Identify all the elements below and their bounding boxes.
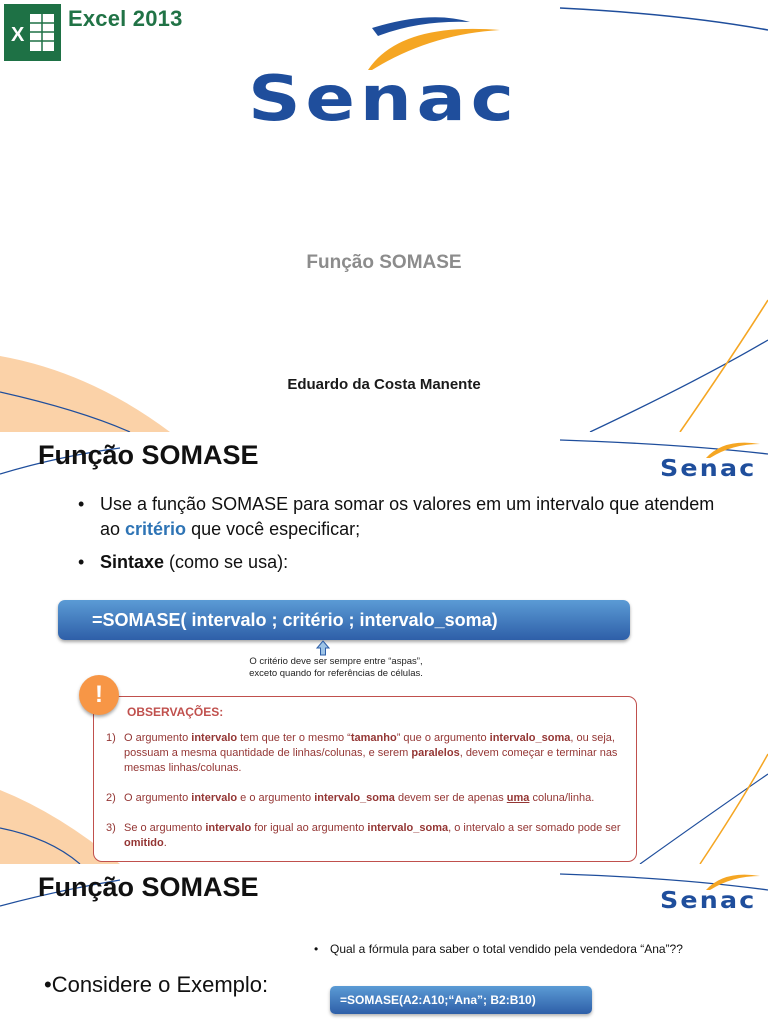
bullet-item: • Use a função SOMASE para somar os valores em um intervalo que atendem ao critério que você especificar; [78, 492, 738, 542]
syntax-slide [0, 434, 768, 864]
arrow-up-icon [316, 640, 330, 656]
example-formula: =SOMASE(A2:A10;“Ana”; B2:B10) [330, 986, 592, 1014]
svg-text:X: X [11, 24, 25, 46]
criterio-highlight: critério [125, 519, 187, 539]
criterion-note: O critério deve ser sempre entre “aspas”, exceto quando for referências de células. [249, 656, 423, 679]
senac-logo-small: Senac [660, 456, 757, 482]
observation-item: 3) Se o argumento intervalo for igual ao argumento intervalo_soma, o intervalo a ser somado pode ser omitido. [106, 822, 621, 849]
cover-author: Eduardo da Costa Manente [287, 376, 481, 393]
example-question: • Qual a fórmula para saber o total vendido pela vendedora “Ana”?? [314, 942, 750, 957]
excel-icon [4, 4, 61, 61]
slide-title: Função SOMASE [38, 440, 259, 470]
slide-title: Função SOMASE [38, 872, 259, 902]
bullet-item: • Sintaxe (como se usa): [78, 550, 738, 575]
example-slide [0, 866, 768, 1024]
observation-item: 2) O argumento intervalo e o argumento intervalo_soma devem ser de apenas uma coluna/linha. [106, 792, 595, 804]
consider-example: •Considere o Exemplo: [44, 972, 269, 997]
senac-logo-small: Senac [660, 888, 757, 914]
exclamation-icon: ! [79, 675, 119, 715]
observations-title: OBSERVAÇÕES: [127, 705, 224, 719]
senac-logo: Senac [248, 62, 519, 135]
observation-item: 1) O argumento intervalo tem que ter o mesmo “tamanho” que o argumento intervalo_soma, ou seja, possuam a mesma quantidade de linhas/colunas, e serem paralelos, devem começar e terminar nas mesmas linhas/colunas. [106, 732, 618, 774]
observations-list [106, 731, 626, 851]
app-label: Excel 2013 [68, 6, 183, 31]
cover-title: Função SOMASE [306, 252, 462, 273]
syntax-formula: =SOMASE( intervalo ; critério ; intervalo_soma) [58, 600, 630, 640]
cover-slide [0, 0, 768, 432]
bullet-list [78, 492, 738, 583]
